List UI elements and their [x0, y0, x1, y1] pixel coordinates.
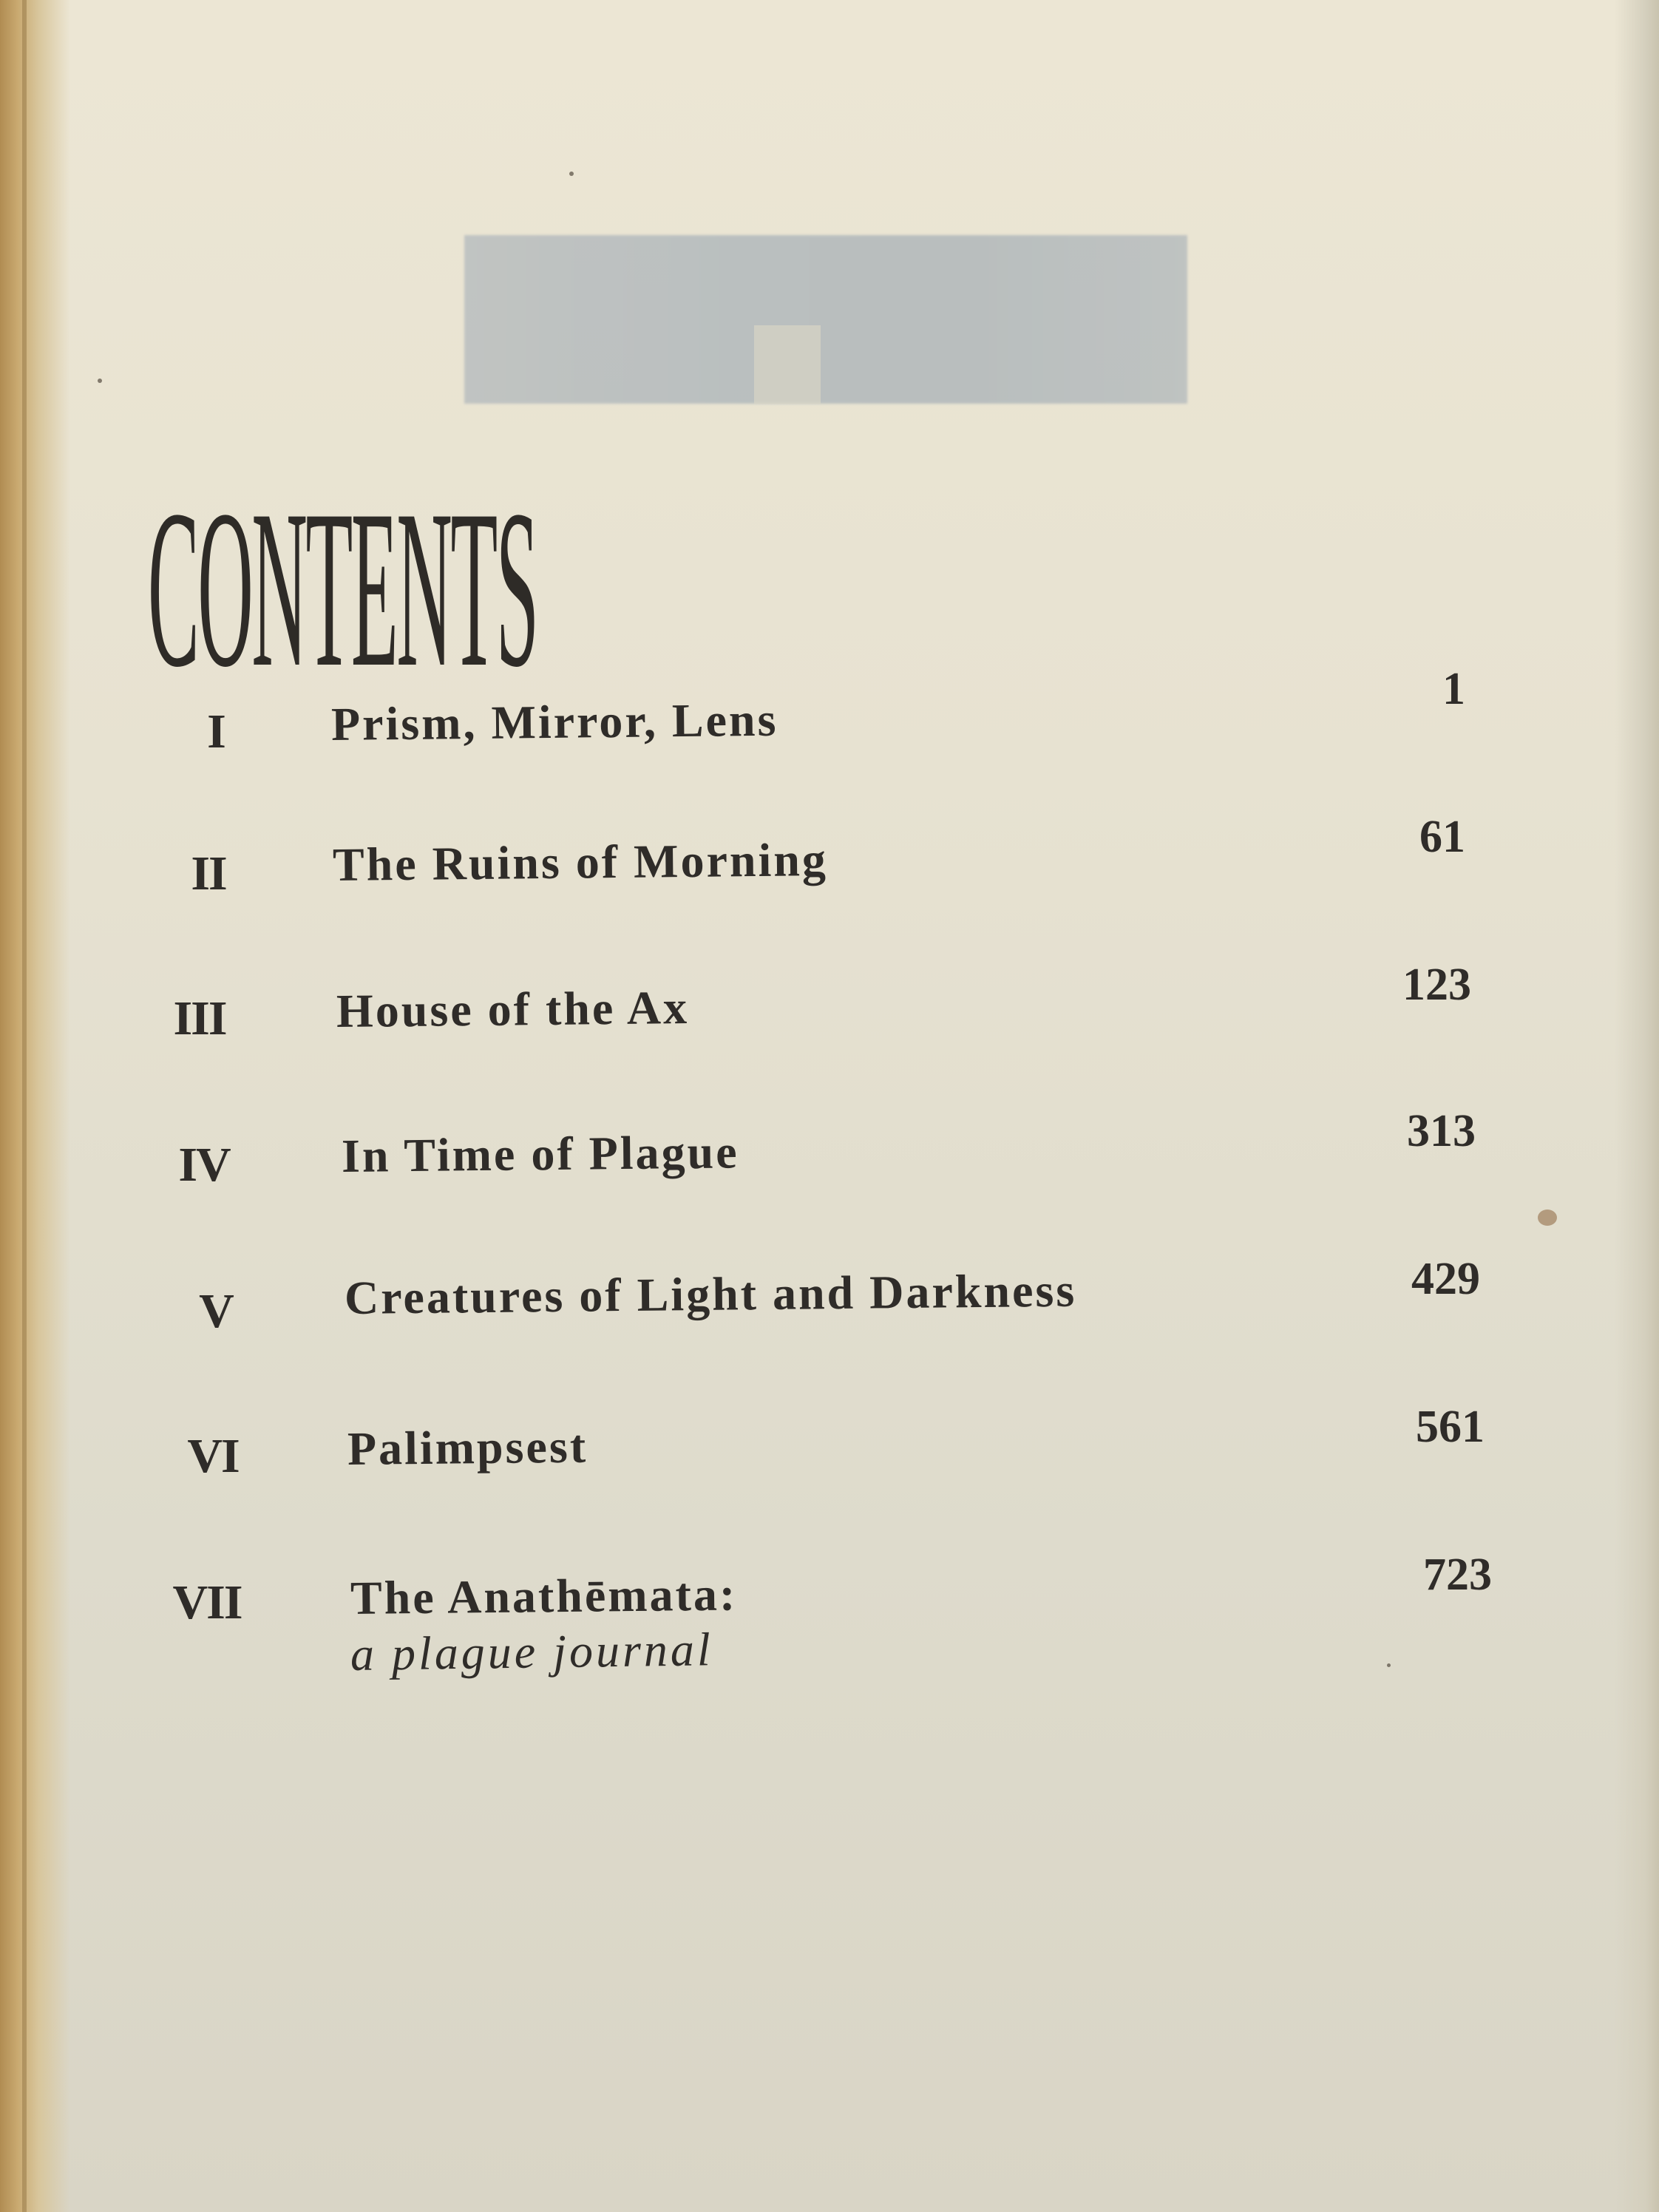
chapter-numeral: VI — [187, 1429, 239, 1483]
paper-speck — [98, 379, 102, 383]
paper-stain — [1538, 1210, 1557, 1226]
chapter-page-number: 313 — [1407, 1106, 1476, 1156]
chapter-numeral: II — [191, 847, 226, 900]
chapter-title: Palimpsest — [347, 1419, 588, 1475]
chapter-title: The Anathēmata: — [350, 1567, 738, 1624]
chapter-title: House of the Ax — [336, 981, 690, 1037]
chapter-page-number: 123 — [1402, 960, 1471, 1010]
chapter-title: Creatures of Light and Darkness — [344, 1263, 1077, 1324]
chapter-numeral: III — [173, 991, 226, 1045]
chapter-numeral: IV — [178, 1138, 230, 1192]
chapter-title: The Ruins of Morning — [332, 832, 829, 891]
chapter-page-number: 429 — [1411, 1254, 1480, 1304]
chapter-page-number: 723 — [1423, 1550, 1492, 1600]
contents-heading: CONTENTS — [148, 464, 537, 714]
chapter-numeral: I — [207, 705, 225, 759]
paper-speck — [569, 172, 574, 176]
chapter-page-number: 1 — [1442, 664, 1465, 714]
chapter-title: In Time of Plague — [341, 1125, 739, 1182]
chapter-page-number: 61 — [1419, 812, 1465, 862]
chapter-subtitle: a plague journal — [350, 1623, 714, 1680]
chapter-title: Prism, Mirror, Lens — [330, 693, 778, 750]
chapter-numeral: VII — [172, 1575, 242, 1629]
paper-speck — [1387, 1663, 1391, 1667]
chapter-page-number: 561 — [1416, 1402, 1485, 1452]
chapter-numeral: V — [199, 1284, 233, 1338]
